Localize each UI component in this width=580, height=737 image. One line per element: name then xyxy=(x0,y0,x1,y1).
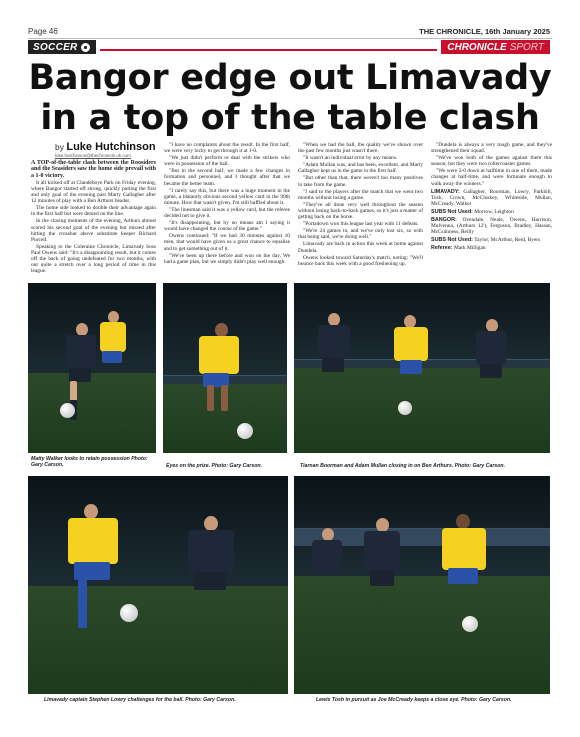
bangor-label: BANGOR: xyxy=(431,217,457,224)
byline-prefix: by xyxy=(55,142,64,152)
paragraph: "But in the second half, we made a few changes in formation and personnel, and I thought after that we became the better team. xyxy=(164,168,290,187)
page-number: Page 46 xyxy=(28,27,58,36)
football xyxy=(237,423,253,439)
player-head xyxy=(204,516,218,531)
paragraph: "Portadown won this league last year with 11 defeats. xyxy=(303,221,419,228)
player-shirt xyxy=(66,335,96,369)
paragraph: "I rarely say this, but there was a huge moment in the game, a blatantly obvious second yellow card in the 90th minute. How that wasn't given, I'm still baffled about it. xyxy=(164,187,290,206)
player-sock xyxy=(78,580,87,628)
photo-pitch xyxy=(28,586,288,694)
limavady-subs xyxy=(431,209,552,215)
bangor-subs-players: Taylor, McArthur, Reid, Byers xyxy=(474,237,541,244)
article-column-3 xyxy=(298,142,423,267)
player-shirt xyxy=(318,325,350,359)
photo-caption-3: Tiarnan Boorman and Adam Mullan closing in on Ben Arthurs. Photo: Gary Carson. xyxy=(300,463,506,469)
player-shorts xyxy=(448,568,478,584)
referee-label: Referee: xyxy=(431,245,453,252)
player-leg xyxy=(221,385,228,411)
paragraph: Owens looked toward Saturday's match, noting: "We'll bounce back this week with a good freshening up. xyxy=(298,254,423,267)
article-column-1 xyxy=(31,160,156,278)
paragraph: Speaking to the Coleraine Chronicle, Limavady boss Paul Owens said: "It's a disappointing result, but it comes off the back of going undefeated for two months, with our quite a stretch over a long period of time in this league. xyxy=(31,243,156,275)
paragraph: "We just didn't perform or deal with the strikers who were in possession of the ball. xyxy=(164,155,290,168)
player-head xyxy=(376,518,389,532)
photo-pitch xyxy=(294,368,550,453)
article-headline: Bangor edge out Limavady in a top of the table clash xyxy=(28,58,552,138)
photo-pitch xyxy=(294,576,550,694)
player-shorts xyxy=(400,360,422,374)
football xyxy=(462,616,478,632)
player-shirt xyxy=(100,322,126,352)
limavady-subs-label: SUBS Not Used: xyxy=(431,208,473,215)
player-shirt xyxy=(476,331,506,365)
player-leg xyxy=(70,381,77,401)
player-shorts xyxy=(480,364,502,378)
player-shirt xyxy=(68,518,118,564)
photo-caption-4: Limavady captain Stephen Lowry challenges for the ball. Photo: Gary Carson. xyxy=(44,697,236,703)
article-column-4 xyxy=(431,142,552,260)
bangor-players: Ovendale, Neale, Owens, Harrison, Mulvenna, (Arthurs 12'), Ferguson, Bradley, Hassan, McGuinness, Reilly xyxy=(431,217,552,236)
limavady-subs-players: Morrow, Leighton xyxy=(474,208,514,215)
player-shirt xyxy=(188,530,234,574)
paragraph: "It's disappointing, but by no means am I saying it would have changed the course of the game." xyxy=(164,220,290,233)
paragraph: Limavady are back in action this week at home against Dundela. xyxy=(298,241,423,254)
soccer-section-tag xyxy=(28,40,96,54)
header-rule xyxy=(28,38,552,39)
paragraph: "I have no complaints about the result. In the first half, we were very lucky to get through it at 1-0. xyxy=(164,142,290,155)
paragraph: "We've won both of the games against them this season, but they were two rollercoaster games. xyxy=(431,155,552,168)
football xyxy=(60,403,75,418)
section-tag-label: SOCCER xyxy=(33,42,78,53)
author-email-link[interactable]: luke.hutchinson@thechronicle.uk.com xyxy=(55,153,131,158)
player-head xyxy=(456,514,470,529)
paragraph: "But other than that, there weren't too many positives to take from the game. xyxy=(298,175,423,188)
photo-caption-2: Eyes on the prize. Photo: Gary Carson. xyxy=(166,463,262,469)
paragraph: "Dundela is always a very tough game, and they've strengthened their squad. xyxy=(431,142,552,155)
brand-main: CHRONICLE xyxy=(447,42,507,53)
match-photo-3 xyxy=(294,283,550,453)
paragraph: "I said to the players after the match that we went two months without losing a game. xyxy=(298,188,423,201)
player-head xyxy=(215,323,228,337)
paragraph: "When we had the ball, the quality we've shown over the past few months just wasn't there. xyxy=(298,142,423,155)
byline xyxy=(55,141,156,153)
section-rule xyxy=(100,40,438,51)
player-shorts xyxy=(194,572,226,590)
paragraph: "We're 24 games in, and we've only lost six, so with that being said, we're doing well." xyxy=(298,228,423,241)
player-shorts xyxy=(102,351,122,363)
limavady-lineup xyxy=(431,189,552,207)
photo-caption-1: Matty Walker looks to retain possession Photo: Gary Carson. xyxy=(31,456,148,468)
referee-line xyxy=(431,245,552,251)
paragraph: "It wasn't an individual error by any means. xyxy=(303,155,398,162)
bangor-lineup xyxy=(431,217,552,235)
lead-paragraph: A TOP-of-the-table clash between the Roosiders and the Seasiders saw the home side prevail with a 1-0 victory. xyxy=(31,160,156,179)
player-shorts xyxy=(69,368,91,382)
player-shorts xyxy=(322,358,344,372)
paragraph: Owens continued: "If we had 30 minutes against 10 men, that would have given us a great chance to equalise and to get something out of it. xyxy=(164,233,290,252)
football-icon xyxy=(81,43,90,52)
limavady-label: LIMAVADY: xyxy=(431,188,460,195)
bangor-subs-label: SUBS Not Used: xyxy=(431,237,473,244)
player-shirt xyxy=(394,327,428,361)
photo-caption-5: Lewis Tosh in pursuit as Joe McCready keeps a close eye. Photo: Gary Carson. xyxy=(316,697,512,703)
chronicle-sport-brand xyxy=(441,40,550,54)
author-name: Luke Hutchinson xyxy=(66,141,156,153)
player-shirt xyxy=(312,540,342,574)
player-shirt xyxy=(199,336,239,374)
paragraph: "They've all done very well throughout the season without losing back-to-back games, so it's just a matter of getting back on the horse. xyxy=(298,201,423,221)
match-photo-1 xyxy=(28,283,156,453)
player-leg xyxy=(207,385,214,411)
bangor-subs xyxy=(431,237,552,243)
player-shorts xyxy=(74,562,110,580)
match-photo-5 xyxy=(294,476,550,694)
player-shirt xyxy=(364,531,400,571)
paragraph: "We've been up there before and won on the day. We had a game plan, but we simply didn't play well enough. xyxy=(164,252,290,265)
paragraph: It all kicked off at Clandeboye Park on Friday evening, where Bangor started off strong, quickly putting the first and only goal of the evening past Marty Gallagher after 12 minutes of play with a Ben Arthurs header. xyxy=(31,179,156,205)
section-bar xyxy=(28,40,550,54)
paragraph: In the closing moments of the evening, Arthurs almost scored his second goal of the evening but missed after hitting the crossbar above substitute keeper Richard Purcell. xyxy=(31,218,156,243)
article-column-2 xyxy=(164,142,290,265)
paragraph: The home side looked to double their advantage again in the first half but were denied on the line. xyxy=(31,205,156,218)
photo-pitch xyxy=(28,373,156,453)
photo-stand xyxy=(28,476,288,586)
publication-dateline: THE CHRONICLE, 16th January 2025 xyxy=(419,27,550,36)
player-head xyxy=(84,504,98,519)
limavady-players: Gallagher, Boorman, Lowry, Parkhill, Tosh, Crown, McCloskey, Whiteside, Mullan, McCready, Walker xyxy=(431,188,552,207)
paragraph: "Adam Mullan was, and has been, excellent, and Marty Gallagher kept us in the game in the first half. xyxy=(298,162,423,175)
football xyxy=(398,401,412,415)
referee-name: Mark Milligan xyxy=(453,245,486,252)
football xyxy=(120,604,138,622)
player-shorts xyxy=(370,570,394,586)
player-shirt xyxy=(442,528,486,570)
match-photo-2 xyxy=(163,283,287,453)
paragraph: "The linesman said it was a yellow card, but the referee decided not to give it. xyxy=(164,206,290,220)
paragraph: "We were 2-0 down at halftime in one of them, made changes at half-time, and were fortunate enough to walk away the winners." xyxy=(431,168,552,187)
brand-sport: SPORT xyxy=(509,42,544,53)
match-photo-4 xyxy=(28,476,288,694)
